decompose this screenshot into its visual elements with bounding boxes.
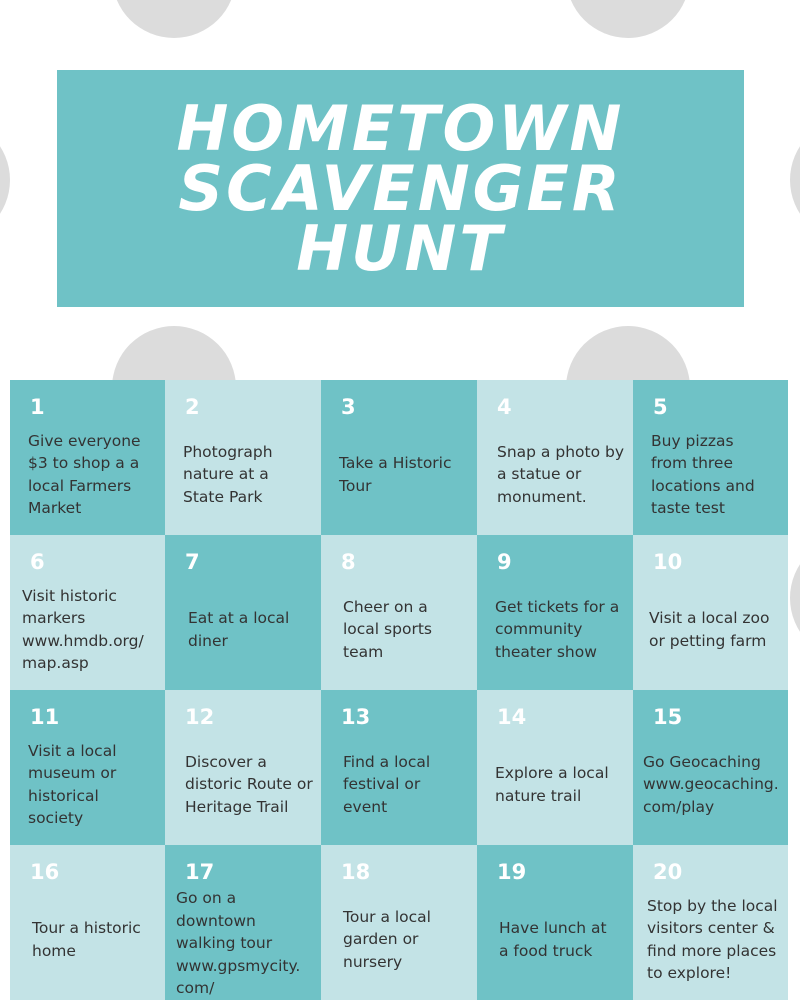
item-number: 8 bbox=[341, 550, 356, 574]
item-text: Go on a downtown walking tour www.gpsmycity. com/ bbox=[176, 889, 301, 997]
polka-dot bbox=[566, 0, 690, 38]
item-number: 7 bbox=[185, 550, 200, 574]
title-line-2: SCAVENGER bbox=[178, 151, 623, 225]
item-number: 14 bbox=[497, 705, 527, 729]
item-number: 10 bbox=[653, 550, 683, 574]
item-number: 17 bbox=[185, 860, 215, 884]
grid-cell-16 bbox=[10, 845, 165, 1000]
item-text: Have lunch at a food truck bbox=[499, 919, 607, 960]
grid-cell-5 bbox=[633, 380, 788, 535]
item-text: Cheer on a local sports team bbox=[343, 597, 432, 661]
item-number: 6 bbox=[30, 550, 45, 574]
item-text: Get tickets for a community theater show bbox=[495, 597, 620, 661]
grid-cell-7 bbox=[165, 535, 321, 690]
grid-cell-4 bbox=[477, 380, 633, 535]
item-text: Snap a photo by a statue or monument. bbox=[497, 442, 624, 506]
item-number: 20 bbox=[653, 860, 683, 884]
grid-cell-6 bbox=[10, 535, 165, 690]
item-number: 12 bbox=[185, 705, 215, 729]
item-text: Give everyone $3 to shop a a local Farmers Market bbox=[28, 431, 141, 517]
title-banner bbox=[57, 70, 744, 307]
grid-cell-10 bbox=[633, 535, 788, 690]
item-text: Discover a distoric Route or Heritage Trail bbox=[185, 752, 313, 816]
grid-cell-8 bbox=[321, 535, 477, 690]
item-number: 2 bbox=[185, 395, 200, 419]
grid-cell-15 bbox=[633, 690, 788, 845]
polka-dot bbox=[790, 118, 800, 242]
item-text: Stop by the local visitors center & find more places to explore! bbox=[647, 896, 778, 982]
item-text: Take a Historic Tour bbox=[339, 454, 452, 495]
item-number: 16 bbox=[30, 860, 60, 884]
polka-dot bbox=[790, 536, 800, 660]
grid-cell-1 bbox=[10, 380, 165, 535]
item-text: Visit a local zoo or petting farm bbox=[649, 609, 770, 650]
title-line-3: HUNT bbox=[296, 211, 505, 285]
grid-cell-9 bbox=[477, 535, 633, 690]
item-text: Photograph nature at a State Park bbox=[183, 442, 273, 506]
grid-cell-18 bbox=[321, 845, 477, 1000]
grid-cell-12 bbox=[165, 690, 321, 845]
scavenger-grid bbox=[10, 380, 788, 1000]
item-text: Tour a local garden or nursery bbox=[343, 907, 431, 971]
item-number: 9 bbox=[497, 550, 512, 574]
item-number: 4 bbox=[497, 395, 512, 419]
item-number: 15 bbox=[653, 705, 683, 729]
item-text: Buy pizzas from three locations and taste test bbox=[651, 431, 755, 517]
item-number: 19 bbox=[497, 860, 527, 884]
item-number: 5 bbox=[653, 395, 668, 419]
item-text: Visit a local museum or historical society bbox=[28, 741, 117, 827]
polka-dot bbox=[0, 118, 10, 242]
item-text: Eat at a local diner bbox=[188, 609, 290, 650]
item-text: Visit historic markers www.hmdb.org/ map.asp bbox=[22, 586, 144, 672]
grid-cell-2 bbox=[165, 380, 321, 535]
item-text: Go Geocaching www.geocaching. com/play bbox=[643, 752, 779, 816]
item-number: 11 bbox=[30, 705, 60, 729]
grid-cell-20 bbox=[633, 845, 788, 1000]
grid-cell-14 bbox=[477, 690, 633, 845]
item-text: Find a local festival or event bbox=[343, 752, 431, 816]
item-number: 18 bbox=[341, 860, 371, 884]
item-text: Explore a local nature trail bbox=[495, 764, 609, 805]
grid-cell-13 bbox=[321, 690, 477, 845]
item-text: Tour a historic home bbox=[32, 919, 141, 960]
item-number: 1 bbox=[30, 395, 45, 419]
title-line-1: HOMETOWN bbox=[176, 91, 625, 165]
grid-cell-17 bbox=[165, 845, 321, 1000]
grid-cell-19 bbox=[477, 845, 633, 1000]
item-number: 13 bbox=[341, 705, 371, 729]
grid-cell-3 bbox=[321, 380, 477, 535]
grid-cell-11 bbox=[10, 690, 165, 845]
item-number: 3 bbox=[341, 395, 356, 419]
polka-dot bbox=[112, 0, 236, 38]
